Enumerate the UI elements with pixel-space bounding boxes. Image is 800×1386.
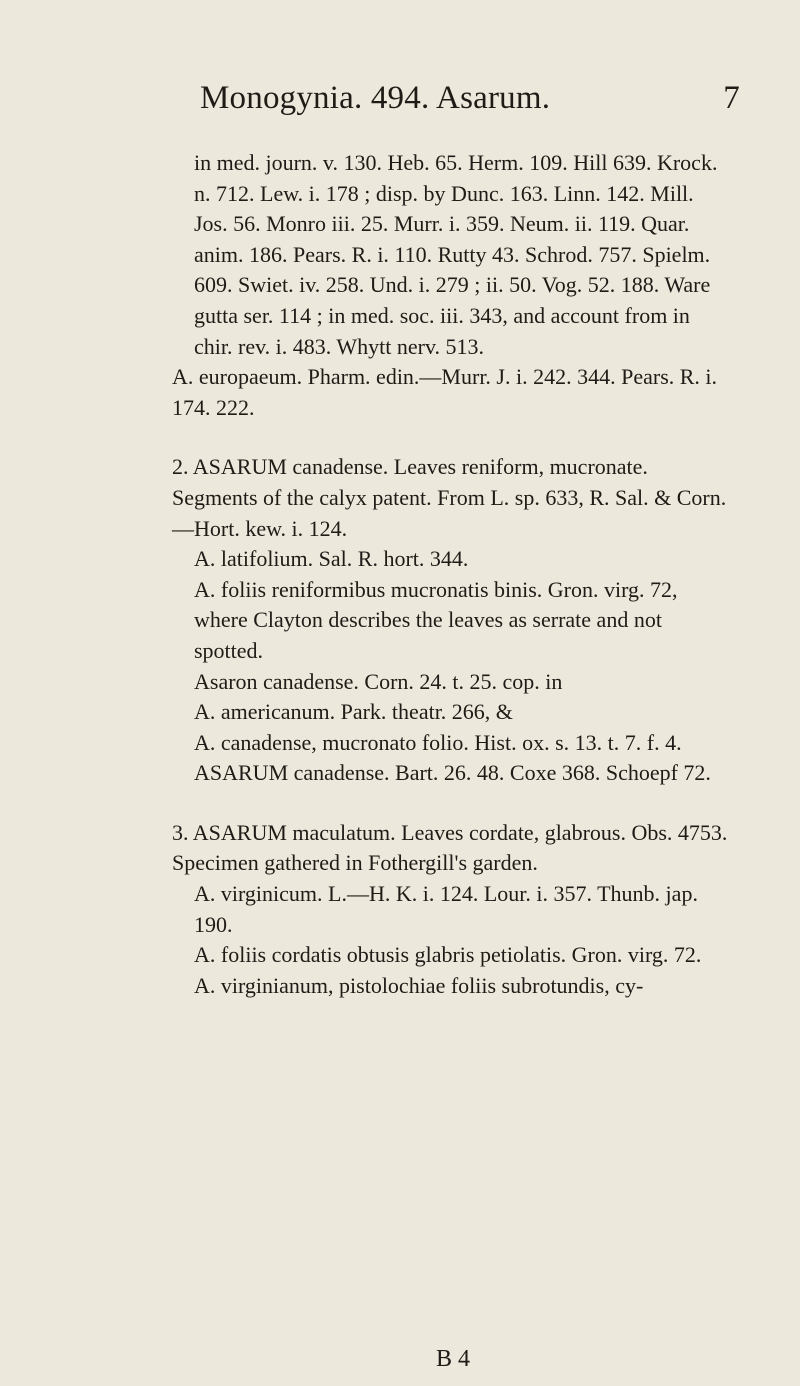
paragraph: A. europaeum. Pharm. edin.—Murr. J. i. 242. 344. Pears. R. i. 174. 222. xyxy=(172,364,718,420)
running-title: Monogynia. 494. Asarum. xyxy=(200,80,551,116)
synonym-entry: A. americanum. Park. theatr. 266, & xyxy=(194,699,513,725)
synonym-entry: A. foliis reniformibus mucronatis binis. Gron. virg. 72, where Clayton describes the leaves as serrate and not spotted. xyxy=(194,576,678,663)
synonym-entry: A. virginicum. L.—H. K. i. 124. Lour. i. 357. Thunb. jap. 190. xyxy=(194,881,698,937)
synonym-entry: A. foliis cordatis obtusis glabris petiolatis. Gron. virg. 72. xyxy=(194,942,702,968)
species-entry: 3. ASARUM maculatum. Leaves cordate, glabrous. Obs. 4753. Specimen gathered in Fothergill's garden. xyxy=(172,819,728,876)
synonym-entry: Asaron canadense. Corn. 24. t. 25. cop. in xyxy=(194,668,563,694)
paragraph: in med. journ. v. 130. Heb. 65. Herm. 109. Hill 639. Krock. n. 712. Lew. i. 178 ; disp. by Dunc. 163. Linn. 142. Mill. Jos. 56. Monro iii. 25. Murr. i. 359. Neum. ii. 119. Quar. anim. 186. Pears. R. i. 110. Rutty 43. Schrod. 757. Spielm. 609. Swiet. iv. 258. Und. i. 279 ; ii. 50. Vog. 52. 188. Ware gutta ser. 114 ; in med. soc. iii. 343, and account from in chir. rev. i. 483. Whytt nerv. 513. xyxy=(194,150,718,359)
synonym-entry: A. virginianum, pistolochiae foliis subrotundis, cy- xyxy=(194,972,644,998)
species-entry: 2. ASARUM canadense. Leaves reniform, mucronate. Segments of the calyx patent. From L. sp. 633, R. Sal. & Corn.—Hort. kew. i. 124. xyxy=(172,454,727,541)
page-body xyxy=(172,148,732,1001)
synonym-entry: A. canadense, mucronato folio. Hist. ox. s. 13. t. 7. f. 4. xyxy=(194,729,682,755)
synonym-entry: A. latifolium. Sal. R. hort. 344. xyxy=(194,546,469,572)
synonym-entry: ASARUM canadense. Bart. 26. 48. Coxe 368. Schoepf 72. xyxy=(194,760,711,786)
running-header xyxy=(200,80,740,130)
signature-mark: B 4 xyxy=(436,1346,471,1372)
page-number: 7 xyxy=(723,80,740,116)
